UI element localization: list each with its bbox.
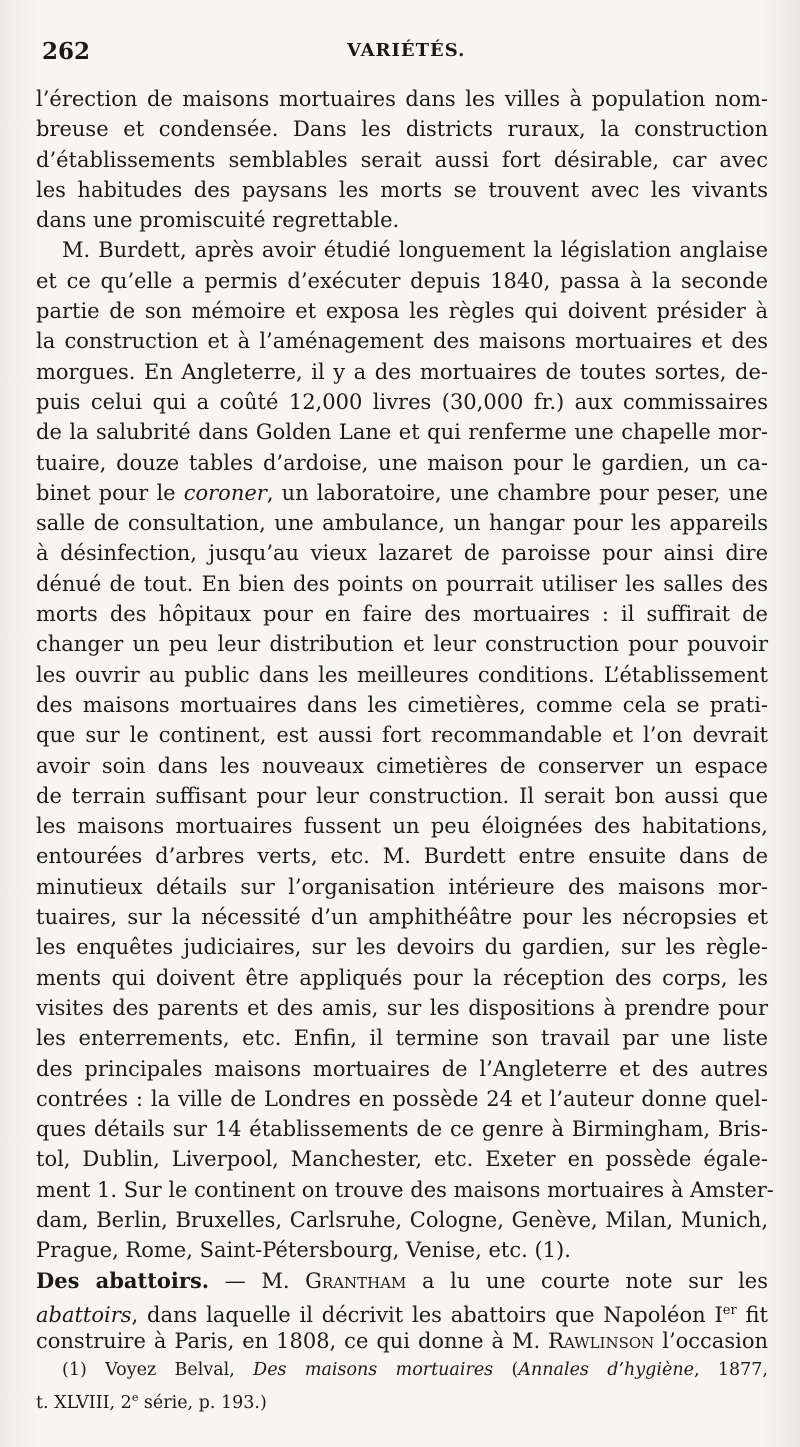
text-line: visites des parents et des amis, sur les dispositions à prendre pour (36, 995, 768, 1020)
text-line: que sur le continent, est aussi fort recommandable et l’on devrait (36, 723, 768, 748)
text-fragment: — M. (209, 1268, 306, 1293)
text-line: puis celui qui a coûté 12,000 livres (30,000 fr.) aux commissaires (36, 389, 768, 414)
text-line: à désinfection, jusqu’au vieux lazaret de paroisse pour ainsi dire (36, 541, 768, 566)
text-line: tuaires, sur la nécessité d’un amphithéâtre pour les nécropsies et (36, 905, 768, 930)
text-line: et ce qu’elle a permis d’exécuter depuis 1840, passa à la seconde (36, 268, 768, 293)
text-line: tuaire, douze tables d’ardoise, une maison pour le gardien, un ca- (36, 450, 768, 475)
text-line: minutieux détails sur l’organisation intérieure des maisons mor- (36, 874, 768, 899)
italic-title: Des maisons mortuaires (253, 1360, 494, 1380)
text-line: de la salubrité dans Golden Lane et qui renferme une chapelle mor- (36, 420, 768, 445)
text-line: M. Burdett, après avoir étudié longuement la législation anglaise (62, 238, 768, 263)
text-line: partie de son mémoire et exposa les règles qui doivent présider à (36, 299, 768, 324)
text-fragment: , un laboratoire, une chambre pour peser, une (266, 480, 768, 505)
text-line: avoir soin dans les nouveaux cimetières de conserver un espace (36, 753, 768, 778)
abattoirs-line-3 (36, 1326, 768, 1356)
text-line: de terrain suffisant pour leur construction. Il serait bon aussi que (36, 783, 768, 808)
footnote-line-1 (36, 1356, 768, 1384)
text-line: breuse et condensée. Dans les districts ruraux, la construction (36, 117, 768, 142)
text-line: dam, Berlin, Bruxelles, Carlsruhe, Cologne, Genève, Milan, Munich, (36, 1207, 768, 1232)
text-line: changer un peu leur distribution et leur construction pour pouvoir (36, 632, 768, 657)
text-line: des principales maisons mortuaires de l’Angleterre et des autres (36, 1056, 768, 1081)
italic-term: abattoirs (36, 1302, 132, 1327)
abattoirs-line-1 (36, 1266, 768, 1296)
running-title: VARIÉTÉS. (347, 40, 466, 61)
author-name: Grantham (305, 1268, 407, 1293)
text-line: les maisons mortuaires fussent un peu éloignées des habitations, (36, 814, 768, 839)
text-fragment: construire à Paris, en 1808, ce qui donne à M. (36, 1329, 549, 1354)
text-line: d’établissements semblables serait aussi fort désirable, car avec (36, 147, 768, 172)
text-fragment: fit (736, 1302, 769, 1327)
page-header (42, 38, 782, 72)
text-line: les ouvrir au public dans les meilleures conditions. L’établissement (36, 662, 768, 687)
text-line: les enquêtes judiciaires, sur les devoirs du gardien, sur les règle- (36, 935, 768, 960)
text-fragment: ( (493, 1360, 519, 1380)
text-fragment: binet pour le (36, 480, 184, 505)
body-text (36, 84, 774, 1356)
text-line: la construction et à l’aménagement des maisons mortuaires et des (36, 329, 768, 354)
footnote-line-2 (36, 1384, 768, 1412)
footnote-marker: (1) Voyez Belval, (62, 1360, 254, 1380)
text-line: contrées : la ville de Londres en possède 24 et l’auteur donne quel- (36, 1086, 768, 1111)
text-fragment: t. XLVIII, 2 (36, 1392, 132, 1413)
text-fragment: , 1877, (693, 1360, 768, 1380)
text-line: ments qui doivent être appliqués pour la réception des corps, les (36, 965, 768, 990)
superscript: er (722, 1302, 737, 1318)
text-line: Prague, Rome, Saint-Pétersbourg, Venise, etc. (1). (36, 1238, 571, 1263)
section-heading: Des abattoirs. (36, 1267, 210, 1293)
author-name: Rawlinson (548, 1329, 655, 1354)
text-line: les habitudes des paysans les morts se trouvent avec les vivants (36, 177, 768, 202)
text-line: dans une promiscuité regrettable. (36, 208, 400, 233)
text-line: les enterrements, etc. Enfin, il termine son travail par une liste (36, 1026, 768, 1051)
italic-term: coroner (183, 480, 267, 505)
superscript: e (131, 1391, 139, 1404)
text-line: ment 1. Sur le continent on trouve des maisons mortuaires à Amster- (36, 1177, 774, 1202)
text-line: ques détails sur 14 établissements de ce genre à Birmingham, Bris- (36, 1117, 768, 1142)
text-fragment: a lu une courte note sur les (406, 1268, 768, 1293)
text-line: morgues. En Angleterre, il y a des mortuaires de toutes sortes, de- (36, 359, 768, 384)
text-line: salle de consultation, une ambulance, un hangar pour les appareils (36, 511, 768, 536)
text-line (36, 478, 768, 508)
text-fragment: , dans laquelle il décrivit les abattoirs que Napoléon I (131, 1302, 723, 1327)
text-line: des maisons mortuaires dans les cimetières, comme cela se prati- (36, 692, 768, 717)
text-fragment: série, p. 193.) (138, 1392, 267, 1413)
text-line: l’érection de maisons mortuaires dans les villes à population nom- (36, 87, 768, 111)
text-line: tol, Dublin, Liverpool, Manchester, etc. Exeter en possède égale- (36, 1147, 768, 1172)
footnote (36, 1356, 768, 1412)
page-number: 262 (42, 38, 91, 65)
italic-title: Annales d’hygiène (518, 1360, 694, 1380)
text-line: dénué de tout. En bien des points on pourrait utiliser les salles des (36, 571, 768, 596)
text-line: morts des hôpitaux pour en faire des mortuaires : il suffirait de (36, 602, 768, 627)
text-fragment: l’occasion (654, 1329, 768, 1354)
text-line: entourées d’arbres verts, etc. M. Burdett entre ensuite dans de (36, 844, 768, 869)
abattoirs-line-2 (36, 1296, 768, 1326)
